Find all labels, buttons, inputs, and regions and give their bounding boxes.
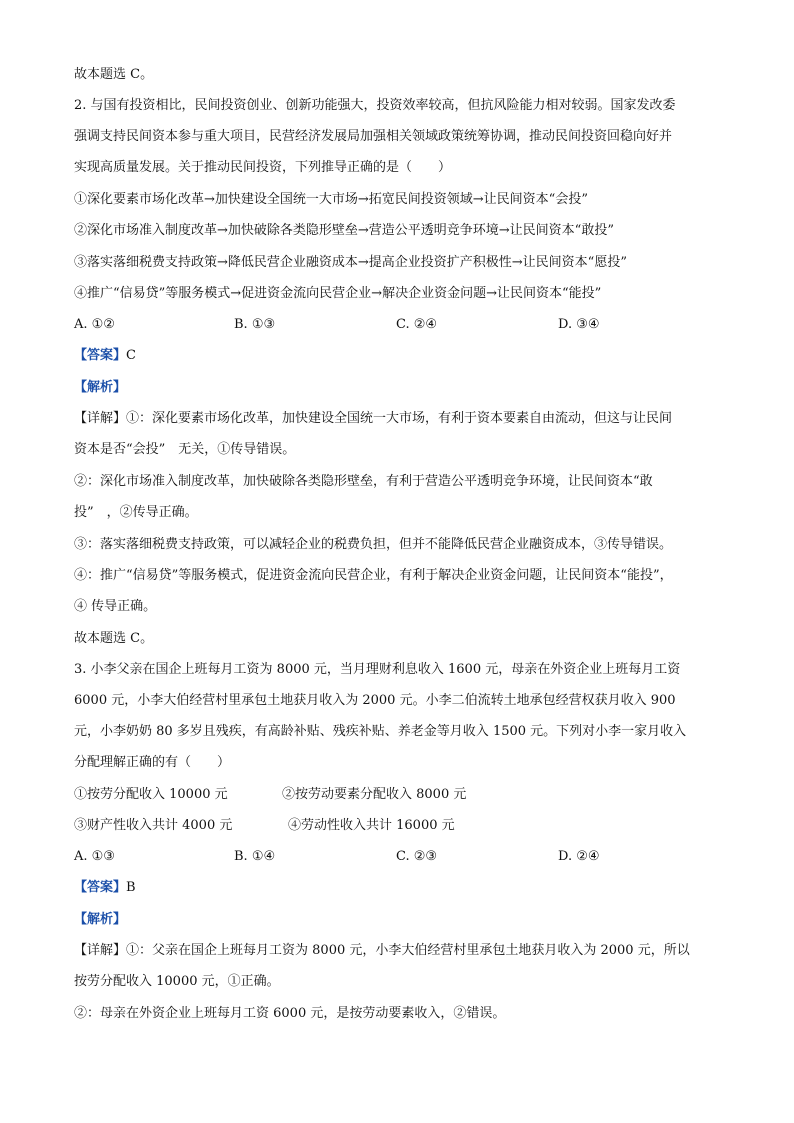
- q2-conclusion: 故本题选 C。: [74, 631, 154, 646]
- q3-item-1: ①按劳分配收入 10000 元: [74, 787, 228, 802]
- q3-detail-line-3: ②：母亲在外资企业上班每月工资 6000 元，是按劳动要素收入，②错误。: [74, 1006, 506, 1021]
- q3-option-c: C. ②③: [396, 849, 438, 864]
- q3-item-2: ②按劳动要素分配收入 8000 元: [282, 787, 467, 802]
- q2-option-c: C. ②④: [396, 317, 438, 332]
- q2-item-4: ④推广“信易贷”等服务模式→促进资金流向民营企业→解决企业资金问题→让民间资本“能投”: [74, 286, 602, 301]
- q3-detail-line-1: [74, 942, 690, 960]
- q2-item-1: ①深化要素市场化改革→加快建设全国统一大市场→拓宽民间投资领域→让民间资本“会投”: [74, 192, 588, 207]
- q2-answer-tag: 【答案】: [74, 348, 127, 363]
- q3-item-3: ③财产性收入共计 4000 元: [74, 818, 233, 833]
- q3-answer-value: B: [126, 880, 136, 895]
- q2-item-2: ②深化市场准入制度改革→加快破除各类隐形壁垒→营造公平透明竞争环境→让民间资本“敢投”: [74, 223, 614, 238]
- q3-stem-line-4: 分配理解正确的有（ ）: [74, 755, 231, 770]
- q2-detail-line-6: ④：推广“信易贷”等服务模式，促进资金流向民营企业，有利于解决企业资金问题，让民间资本“能投”，: [74, 568, 673, 583]
- q2-option-d: D. ③④: [558, 317, 600, 332]
- q2-detail-line-2: 资本是否“会投” 无关，①传导错误。: [74, 442, 296, 457]
- q3-answer-line: [74, 879, 136, 897]
- q2-stem-line-1: 2. 与国有投资相比，民间投资创业、创新功能强大，投资效率较高，但抗风险能力相对较弱。国家发改委: [74, 98, 676, 113]
- q2-option-a: A. ①②: [74, 317, 115, 332]
- q2-item-3: ③落实落细税费支持政策→降低民营企业融资成本→提高企业投资扩产积极性→让民间资本“愿投”: [74, 255, 627, 270]
- q2-analysis-line: [74, 379, 126, 397]
- q3-detail-text-1: ①：父亲在国企上班每月工资为 8000 元，小李大伯经营村里承包土地获月收入为 2000 元，所以: [126, 943, 690, 958]
- q3-stem-line-1: 3. 小李父亲在国企上班每月工资为 8000 元，当月理财利息收入 1600 元，母亲在外资企业上班每月工资: [74, 662, 681, 677]
- q3-stem-line-3: 元，小李奶奶 80 多岁且残疾，有高龄补贴、残疾补贴、养老金等月收入 1500 元。下列对小李一家月收入: [74, 724, 687, 739]
- q3-detail-tag: 【详解】: [74, 943, 127, 958]
- q2-stem-line-2: 强调支持民间资本参与重大项目，民营经济发展局加强相关领域政策统筹协调，推动民间投资回稳向好并: [74, 129, 673, 144]
- q2-detail-line-5: ③：落实落细税费支持政策，可以减轻企业的税费负担，但并不能降低民营企业融资成本，③传导错误。: [74, 537, 673, 552]
- q2-detail-tag: 【详解】: [74, 411, 127, 426]
- q3-detail-line-2: 按劳分配收入 10000 元，①正确。: [74, 974, 280, 989]
- q3-stem-line-2: 6000 元，小李大伯经营村里承包土地获月收入为 2000 元。小李二伯流转土地承包经营权获月收入 900: [74, 693, 676, 708]
- q3-option-b: B. ①④: [234, 849, 276, 864]
- q2-detail-line-4: 投” ，②传导正确。: [74, 505, 198, 520]
- q3-item-4: ④劳动性收入共计 16000 元: [288, 818, 455, 833]
- q2-detail-line-3: ②：深化市场准入制度改革，加快破除各类隐形壁垒，有利于营造公平透明竞争环境，让民间资本“敢: [74, 474, 653, 489]
- q3-option-d: D. ②④: [558, 849, 600, 864]
- q2-answer-value: C: [126, 348, 136, 363]
- q2-detail-text-1: ①：深化要素市场化改革，加快建设全国统一大市场，有利于资本要素自由流动，但这与让民间: [126, 411, 673, 426]
- q3-analysis-line: [74, 911, 126, 929]
- q2-answer-line: [74, 347, 136, 365]
- q2-detail-line-7: ④ 传导正确。: [74, 599, 157, 614]
- q2-detail-line-1: [74, 410, 672, 428]
- q1-conclusion: 故本题选 C。: [74, 67, 154, 82]
- q3-option-a: A. ①③: [74, 849, 115, 864]
- q2-option-b: B. ①③: [234, 317, 276, 332]
- q3-answer-tag: 【答案】: [74, 880, 127, 895]
- q2-analysis-tag: 【解析】: [74, 380, 127, 395]
- q3-analysis-tag: 【解析】: [74, 912, 127, 927]
- q2-stem-line-3: 实现高质量发展。关于推动民间投资，下列推导正确的是（ ）: [74, 160, 452, 175]
